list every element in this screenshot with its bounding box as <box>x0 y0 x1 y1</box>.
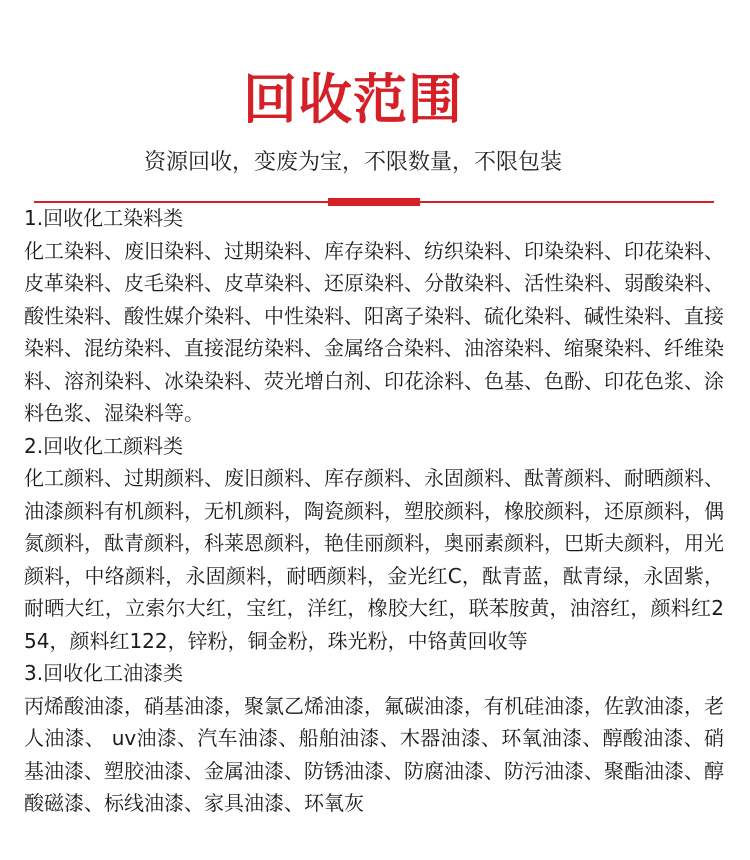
section-body-paints: 丙烯酸油漆，硝基油漆，聚氯乙烯油漆，氟碳油漆，有机硅油漆，佐敦油漆，老人油漆、 uv油漆、汽车油漆、船舶油漆、木器油漆、环氧油漆、醇酸油漆、硝基油漆、塑胶油漆、金属油漆、防锈油漆、防腐油漆、防污油漆、聚酯油漆、醇酸磁漆、标线油漆、家具油漆、环氧灰 <box>24 693 724 815</box>
section-paints <box>24 657 724 820</box>
section-heading-pigments: 2.回收化工颜料类 <box>24 433 184 458</box>
page-subtitle: 资源回收，变废为宝，不限数量，不限包装 <box>143 150 562 175</box>
section-body-pigments: 化工颜料、过期颜料、废旧颜料、库存颜料、永固颜料、酞菁颜料、耐晒颜料、油漆颜料有机颜料，无机颜料，陶瓷颜料，塑胶颜料，橡胶颜料，还原颜料，偶氮颜料，酞青颜料，科莱恩颜料，艳佳丽颜料，奥丽素颜料，巴斯夫颜料，用光颜料，中络颜料，永固颜料，耐晒颜料，金光红C，酞青蓝，酞青绿，永固紫，耐晒大红，立索尔大红，宝红，洋红，橡胶大红，联苯胺黄，油溶红，颜料红254，颜料红122，锌粉，铜金粉，珠光粉，中铬黄回收等 <box>24 466 724 653</box>
section-dyes <box>24 202 724 430</box>
section-heading-paints: 3.回收化工油漆类 <box>24 661 184 685</box>
page-title: 回收范围 <box>243 68 463 131</box>
content-area <box>24 202 724 820</box>
section-body-dyes: 化工染料、废旧染料、过期染料、库存染料、纺织染料、印染染料、印花染料、皮革染料、皮毛染料、皮草染料、还原染料、分散染料、活性染料、弱酸染料、酸性染料、酸性媒介染料、中性染料、阳离子染料、硫化染料、碱性染料、直接染料、混纺染料、直接混纺染料、金属络合染料、油溶染料、缩聚染料、纤维染料、溶剂染料、冰染染料、荧光增白剂、印花涂料、色基、色酚、印花色浆、涂料色浆、湿染料等。 <box>24 238 724 425</box>
section-pigments <box>24 430 724 658</box>
section-heading-dyes: 1.回收化工染料类 <box>24 206 184 230</box>
